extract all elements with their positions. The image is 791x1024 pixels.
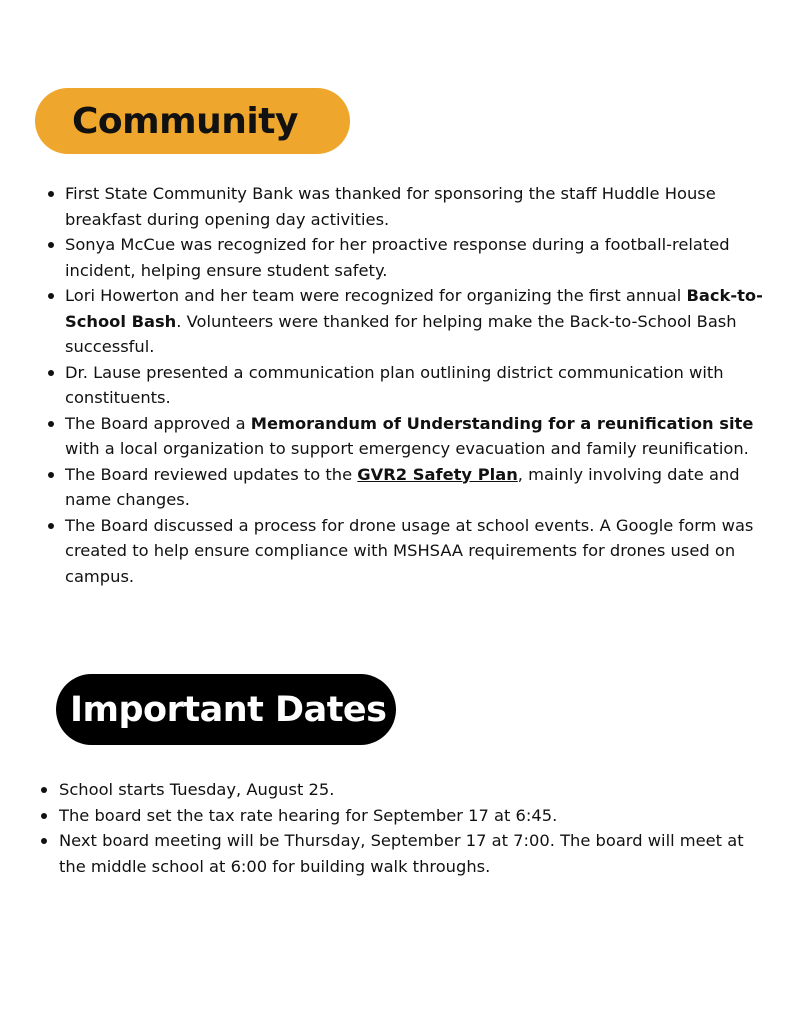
back-to-school-bash-emphasis: Back-to-School Bash bbox=[65, 286, 763, 331]
list-item bbox=[40, 181, 765, 232]
list-item-text-start: The Board approved a bbox=[65, 413, 251, 433]
list-item-text-start: The Board reviewed updates to the bbox=[65, 464, 358, 484]
list-item bbox=[34, 803, 759, 829]
bullet-icon bbox=[48, 191, 54, 197]
list-item bbox=[40, 360, 765, 411]
list-item-text: Dr. Lause presented a communication plan outlining district communication with constituents. bbox=[65, 362, 724, 407]
bullet-icon bbox=[48, 421, 54, 427]
list-item-text-start: Lori Howerton and her team were recognized for organizing the first annual bbox=[65, 286, 687, 305]
community-heading-pill bbox=[35, 88, 350, 154]
list-item-text: Sonya McCue was recognized for her proactive response during a football-related incident, helping ensure student safety. bbox=[65, 235, 730, 280]
bullet-icon bbox=[48, 370, 54, 376]
community-heading: Community bbox=[72, 100, 298, 142]
gvr2-safety-plan-link[interactable]: GVR2 Safety Plan bbox=[357, 464, 518, 484]
list-item-text: Next board meeting will be Thursday, September 17 at 7:00. The board will meet at the middle school at 6:00 for building walk throughs. bbox=[59, 831, 744, 876]
list-item-text: School starts Tuesday, August 25. bbox=[59, 780, 335, 799]
bullet-icon bbox=[41, 838, 47, 844]
list-item-text: The board set the tax rate hearing for September 17 at 6:45. bbox=[59, 805, 558, 825]
list-item bbox=[34, 777, 759, 803]
list-item bbox=[40, 411, 765, 462]
bullet-icon bbox=[48, 472, 54, 478]
list-item-text: First State Community Bank was thanked for sponsoring the staff Huddle House breakfast during opening day activities. bbox=[65, 184, 716, 229]
list-item-text-end: , mainly involving date and name changes. bbox=[65, 464, 740, 509]
bullet-icon bbox=[41, 813, 47, 819]
community-list bbox=[40, 181, 765, 589]
important-dates-heading-pill bbox=[56, 674, 396, 745]
list-item bbox=[40, 232, 765, 283]
bullet-icon bbox=[41, 787, 47, 793]
bullet-icon bbox=[48, 293, 54, 299]
list-item bbox=[40, 283, 765, 360]
important-dates-heading: Important Dates bbox=[70, 689, 387, 730]
list-item-text-end: . Volunteers were thanked for helping make the Back-to-School Bash successful. bbox=[65, 311, 737, 356]
bullet-icon bbox=[48, 523, 54, 529]
list-item-text-end: with a local organization to support emergency evacuation and family reunification. bbox=[65, 439, 749, 458]
list-item bbox=[40, 513, 765, 590]
list-item-text: The Board discussed a process for drone usage at school events. A Google form was created to help ensure compliance with MSHSAA requirements for drones used on campus. bbox=[65, 515, 754, 586]
list-item bbox=[34, 828, 759, 879]
bullet-icon bbox=[48, 242, 54, 248]
list-item bbox=[40, 462, 765, 513]
important-dates-list bbox=[34, 777, 759, 879]
memorandum-emphasis: Memorandum of Understanding for a reunification site bbox=[250, 413, 754, 433]
